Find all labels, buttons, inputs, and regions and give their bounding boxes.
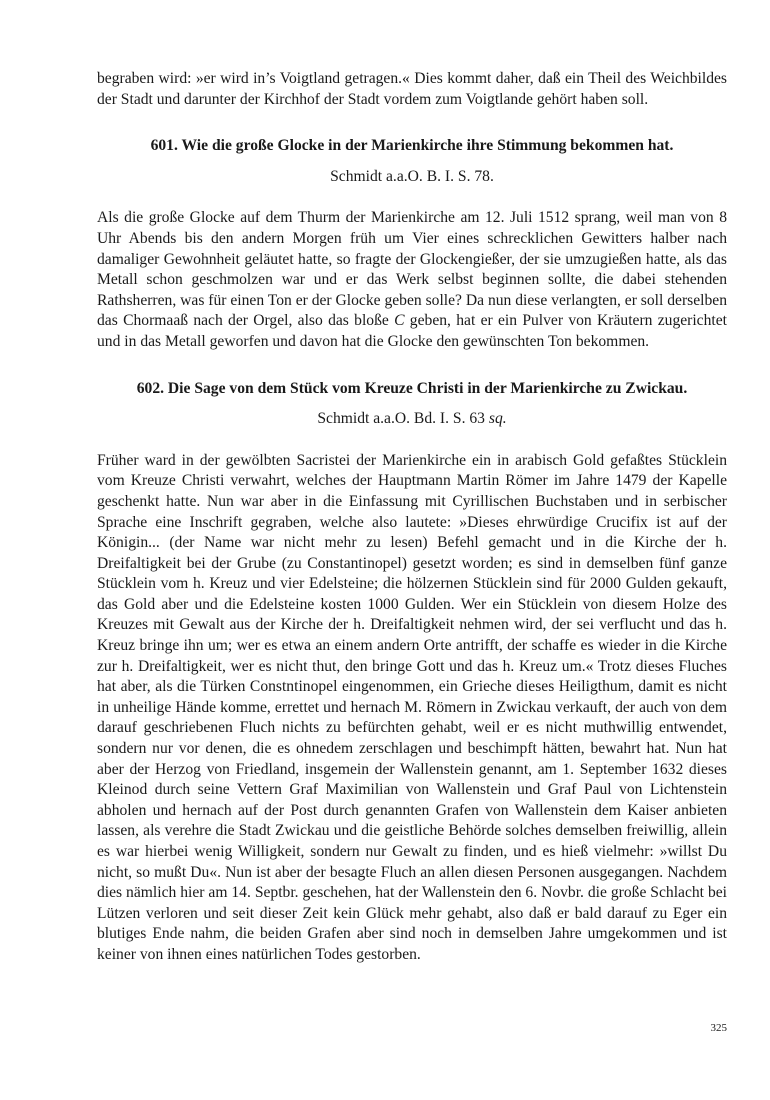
- source-text: Schmidt a.a.O. B. I. S. 78.: [330, 167, 494, 185]
- section-body: [97, 208, 727, 352]
- page-number: 325: [710, 1022, 727, 1034]
- section-heading: 601. Wie die große Glocke in der Marienkirche ihre Stimmung bekommen hat.: [150, 137, 674, 155]
- section-source: [97, 167, 727, 188]
- section-source: [97, 409, 727, 430]
- intro-paragraph: begraben wird: »er wird in’s Voigtland getragen.« Dies kommt daher, daß ein Theil des Weichbildes der Stadt und darunter der Kirchhof der Stadt vordem zum Voigtlande gehört haben soll.: [97, 70, 727, 108]
- section-heading: 602. Die Sage von dem Stück vom Kreuze Christi in der Marienkirche zu Zwickau.: [136, 379, 688, 397]
- source-suffix: sq.: [488, 410, 507, 428]
- body-text-after: geben, hat er ein Pulver von Kräutern zugerichtet und in das Metall geworfen und davon hat die Glocke den gewünschten Ton bekommen.: [97, 312, 727, 350]
- document-page: [97, 69, 727, 966]
- section-body: Früher ward in der gewölbten Sacristei der Marienkirche ein in arabisch Gold gefaßtes Stücklein vom Kreuze Christi verwahrt, welches der Hauptmann Martin Römer im Jahre 1479 der Kapelle geschenkt hatte. Nun war aber in die Einfassung mit Cyrillischen Buchstaben und in serbischer Sprache eine Inschrift gegraben, welche also lautete: »Dieses ehrwürdige Crucifix ist auf der Königin... (der Name war nicht mehr zu lesen) Befehl gemacht und in die Kirche der h. Dreifaltigkeit bei der Grube (zu Constantinopel) gesetzt worden; es sind in demselben fünf ganze Stücklein vom h. Kreuz und vier Edelsteine; die hölzernen Stücklein sind für 2000 Gulden gekauft, das Gold aber und die Edelsteine kosten 1000 Gulden. Wer ein Stücklein von diesem Holze des Kreuzes mit Gewalt aus der Kirche der h. Dreifaltigkeit nehmen wird, der sei verflucht und das h. Kreuz bringe ihn um; wer es etwa an einem andern Orte antrifft, der schaffe es wieder in die Kirche zur h. Dreifaltigkeit, wer es nicht thut, den bringe Gott und das h. Kreuz um.« Trotz dieses Fluches hat aber, als die Türken Constntinopel eingenommen, ein Grieche dieses Heiligthum, damit es nicht in unheilige Hände komme, errettet und hernach M. Römern in Zwickau verkauft, der auch von dem darauf geschriebenen Fluch nichts zu befürchten gehabt, weil er es nicht muthwillig entwendet, sondern nur vor denen, die es ohnedem zerschlagen und beschimpft hätten, bewahrt hat. Nun hat aber der Herzog von Friedland, insgemein der Wallenstein genannt, am 1. September 1632 dieses Kleinod durch seine Vettern Graf Maximilian von Wallenstein und Graf Paul von Lichtenstein abholen und hernach auf der Post durch genannten Grafen von Wallenstein dem Kaiser anbieten lassen, als verehre die Stadt Zwickau und die geistliche Behörde solches demselben freiwillig, allein es war hierbei wenig Willigkeit, sondern nur Gewalt zu finden, und es hieß vielmehr: »willst Du nicht, so mußt Du«. Nun ist aber der besagte Fluch an allen diesen Personen ausgegangen. Nachdem dies nämlich hier am 14. Septbr. geschehen, hat der Wallenstein den 6. Novbr. die große Schlacht bei Lützen verloren und seit dieser Zeit kein Glück mehr gehabt, also daß er bald darauf zu Eger ein blutiges Ende nahm, die beiden Grafen aber sind noch in demselben Jahre umgekommen und ist keiner von ihnen eines natürlichen Todes gestorben.: [97, 451, 727, 963]
- section-602: [97, 379, 727, 966]
- body-italic: C: [394, 312, 405, 330]
- source-text: Schmidt a.a.O. Bd. I. S. 63: [317, 410, 489, 428]
- body-text-before: Als die große Glocke auf dem Thurm der Marienkirche am 12. Juli 1512 sprang, weil man von 8 Uhr Abends bis den andern Morgen früh um Vier eines schrecklichen Gewitters halber nach damaliger Gewohnheit geläutet hatte, so fragte der Glockengießer, der sie umzugießen hatte, als das Metall schon geschmolzen war und er das Werk selbst beginnen sollte, die dabei stehenden Rathsherren, was für einen Ton er der Glocke geben solle? Da nun diese verlangten, er soll derselben das Chormaaß nach der Orgel, also das bloße: [97, 209, 727, 330]
- section-601: [97, 136, 727, 352]
